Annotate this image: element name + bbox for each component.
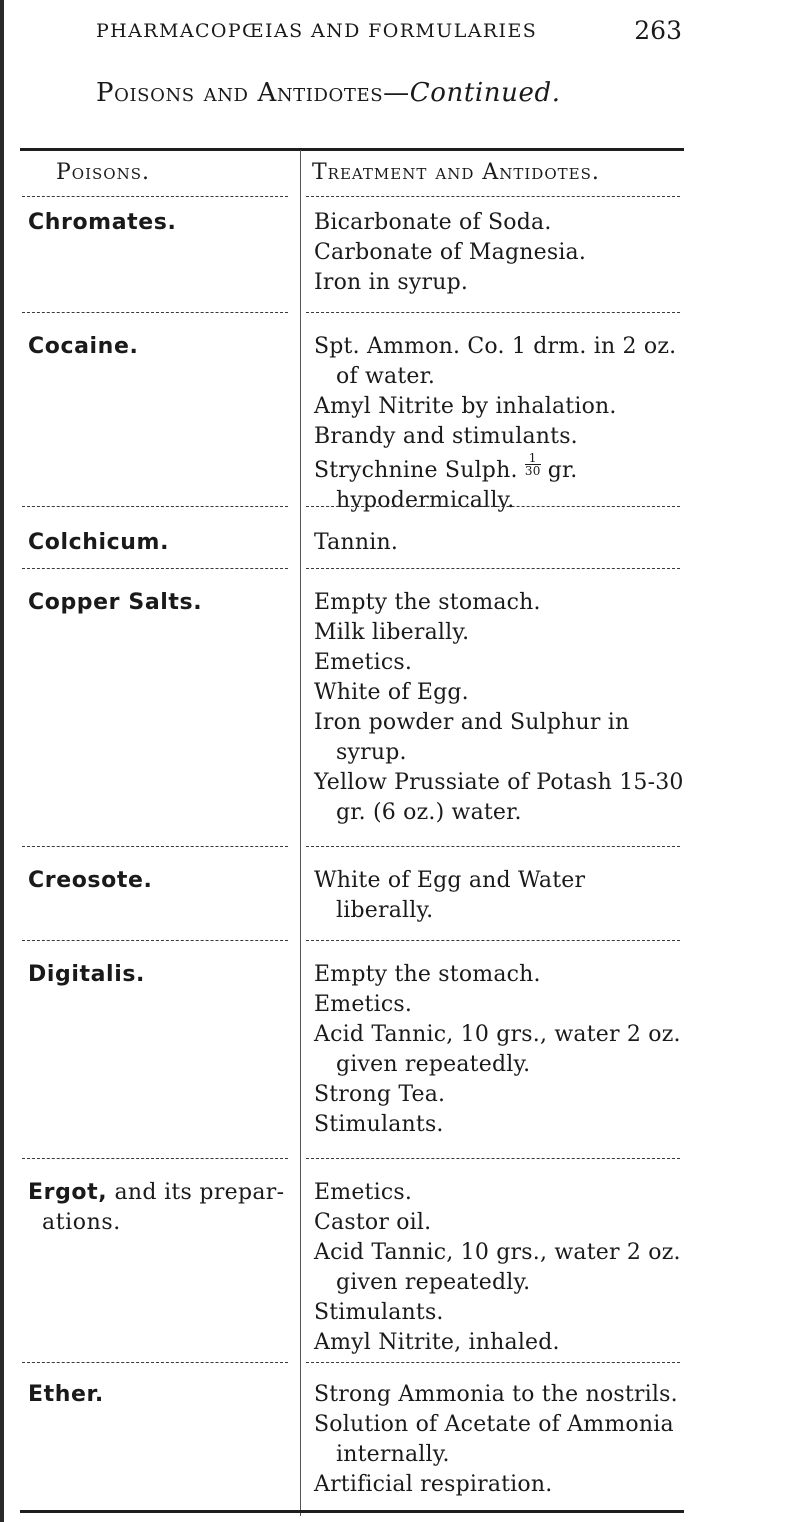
treatment-item: Milk liberally. bbox=[314, 620, 470, 645]
table-bottom-rule bbox=[20, 1510, 684, 1513]
row-rule bbox=[22, 1362, 288, 1363]
row-rule bbox=[22, 940, 288, 941]
row-rule bbox=[306, 506, 680, 507]
treatment-item: White of Egg and Water liberally. bbox=[314, 868, 586, 923]
section-heading bbox=[96, 78, 561, 108]
treatment-item: Acid Tannic, 10 grs., water 2 oz. given repeatedly. bbox=[314, 1022, 681, 1077]
row-rule bbox=[22, 312, 288, 313]
treatment-item: Stimulants. bbox=[314, 1300, 444, 1325]
table-top-rule bbox=[20, 148, 684, 151]
heading-continued: Continued. bbox=[409, 78, 561, 108]
fraction bbox=[525, 452, 541, 477]
treatment-item: Spt. Ammon. Co. 1 drm. in 2 oz. of water. bbox=[314, 334, 677, 389]
treatment-item: Emetics. bbox=[314, 992, 413, 1017]
poison-name: Cocaine. bbox=[28, 334, 139, 359]
treatment-item: White of Egg. bbox=[314, 680, 469, 705]
treatment-item: Emetics. bbox=[314, 1180, 413, 1205]
treatment-item: Amyl Nitrite, inhaled. bbox=[314, 1330, 560, 1355]
heading-main: Poisons and Antidotes— bbox=[96, 78, 410, 108]
poison-name: Colchicum. bbox=[28, 530, 170, 555]
column-divider bbox=[300, 150, 301, 1516]
row-rule bbox=[22, 1158, 288, 1159]
poison-name-bold: Ergot, bbox=[28, 1180, 108, 1205]
running-head bbox=[96, 12, 682, 52]
row-rule bbox=[22, 846, 288, 847]
header-rule-left bbox=[22, 196, 288, 197]
row-rule bbox=[306, 940, 680, 941]
treatment-text: Strychnine Sulph. bbox=[314, 458, 525, 483]
treatment-item: Amyl Nitrite by inhalation. bbox=[314, 394, 617, 419]
treatment-list bbox=[314, 332, 686, 516]
treatment-item: Stimulants. bbox=[314, 1112, 444, 1137]
treatment-list bbox=[314, 1178, 686, 1358]
treatment-item: Emetics. bbox=[314, 650, 413, 675]
treatment-item: Strong Tea. bbox=[314, 1082, 446, 1107]
row-rule bbox=[306, 568, 680, 569]
header-rule-right bbox=[306, 196, 680, 197]
treatment-text: gr. hypodermically. bbox=[336, 458, 578, 513]
treatment-item: Empty the stomach. bbox=[314, 590, 541, 615]
treatment-list bbox=[314, 528, 686, 558]
poison-name: Creosote. bbox=[28, 868, 153, 893]
treatment-list bbox=[314, 866, 686, 926]
fraction-denominator: 30 bbox=[524, 464, 541, 478]
treatment-list bbox=[314, 588, 686, 828]
column-header-poisons: Poisons. bbox=[56, 160, 150, 185]
treatment-item: Iron in syrup. bbox=[314, 270, 469, 295]
treatment-list bbox=[314, 208, 686, 298]
treatment-item: Tannin. bbox=[314, 530, 399, 555]
poison-name: Ether. bbox=[28, 1382, 104, 1407]
running-head-title: PHARMACOPŒIAS AND FORMULARIES bbox=[96, 20, 538, 42]
row-rule bbox=[306, 1158, 680, 1159]
treatment-item: Brandy and stimulants. bbox=[314, 424, 578, 449]
row-rule bbox=[306, 1362, 680, 1363]
treatment-list bbox=[314, 960, 686, 1140]
treatment-item: Iron powder and Sulphur in syrup. bbox=[314, 710, 630, 765]
poison-name: Digitalis. bbox=[28, 962, 145, 987]
poison-name-suffix: and its prepar- bbox=[107, 1180, 285, 1205]
row-rule bbox=[306, 312, 680, 313]
treatment-item: Acid Tannic, 10 grs., water 2 oz. given repeatedly. bbox=[314, 1240, 681, 1295]
treatment-list bbox=[314, 1380, 686, 1500]
page-number: 263 bbox=[634, 16, 682, 45]
treatment-item: Castor oil. bbox=[314, 1210, 432, 1235]
row-rule bbox=[22, 506, 288, 507]
treatment-item: Solution of Acetate of Ammonia internally. bbox=[314, 1412, 674, 1467]
treatment-item: Strong Ammonia to the nostrils. bbox=[314, 1382, 678, 1407]
poison-name bbox=[28, 1178, 293, 1238]
fraction-numerator: 1 bbox=[525, 452, 541, 465]
poison-name-continuation: ations. bbox=[42, 1210, 121, 1235]
row-rule bbox=[22, 568, 288, 569]
treatment-item: Yellow Prussiate of Potash 15-30 gr. (6 oz.) water. bbox=[314, 770, 684, 825]
treatment-item: Artificial respiration. bbox=[314, 1472, 553, 1497]
treatment-item: Carbonate of Magnesia. bbox=[314, 240, 587, 265]
page-edge-shadow bbox=[0, 0, 4, 1522]
treatment-item: Empty the stomach. bbox=[314, 962, 541, 987]
poison-name: Chromates. bbox=[28, 210, 177, 235]
row-rule bbox=[306, 846, 680, 847]
column-header-treatment: Treatment and Antidotes. bbox=[312, 160, 600, 185]
poison-name: Copper Salts. bbox=[28, 590, 203, 615]
treatment-item: Bicarbonate of Soda. bbox=[314, 210, 552, 235]
